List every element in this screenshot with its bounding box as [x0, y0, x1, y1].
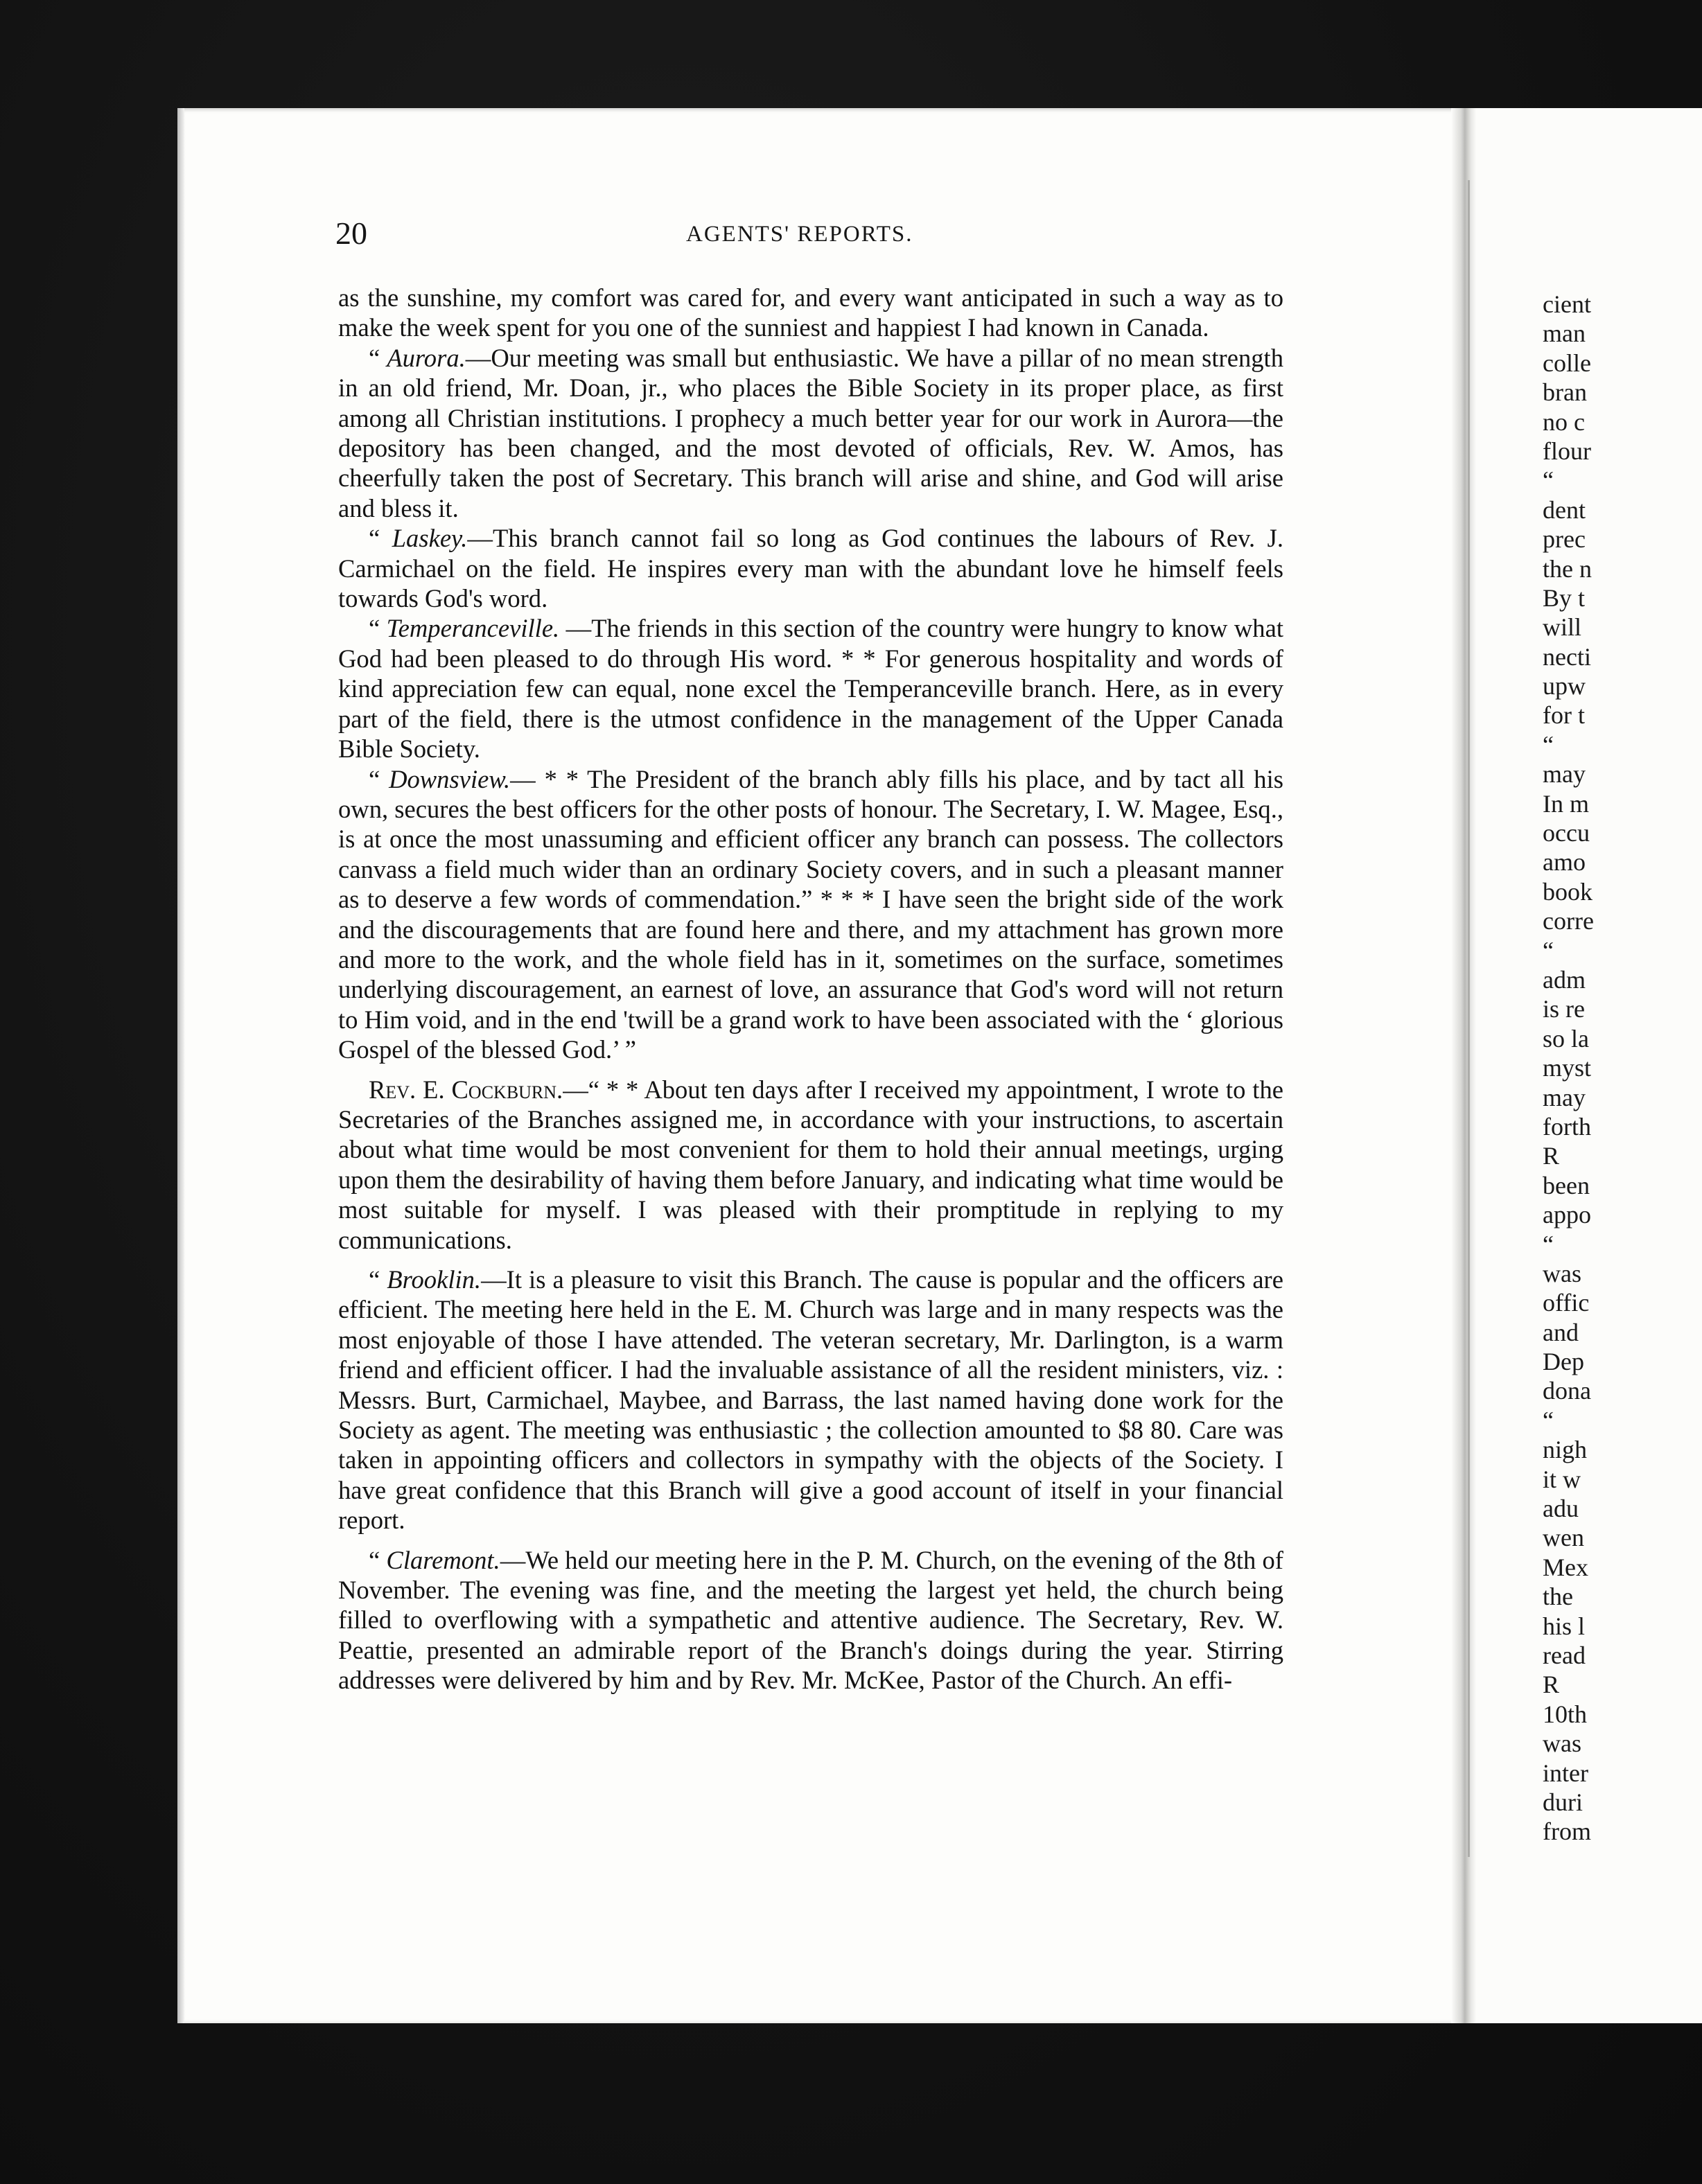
book-gutter	[1451, 108, 1476, 2023]
right-page-line: for t	[1543, 701, 1585, 730]
branch-name: Aurora.	[387, 343, 466, 372]
paragraph-text: —“ * * About ten days after I received my appointment, I wrote to the Secretaries of the Branches assigned me, in accordance with your instructions, to ascertain about what time would be most convenient for them to hold their annual meetings, urging upon them the desirability of having them before January, and indicating what time would be most suitable for myself. I was pleased with their promptitude in replying to my communications.	[338, 1075, 1283, 1254]
paragraph-lead: “	[369, 614, 387, 643]
right-page-line: adu	[1543, 1495, 1579, 1523]
right-page-line: R	[1543, 1142, 1560, 1170]
paragraph-text: — * * The President of the branch ably fills his place, and by tact all his own, secures the best officers for the other posts of honour. The Secretary, I. W. Magee, Esq., is at once the most unassuming and efficient officer any branch can possess. The collectors canvass a field much wider than an ordinary Society covers, and in such a pleasant manner as to deserve a few words of commendation.” * * * I have seen the bright side of the work and the discouragements that are found here and there, and my attachment has grown more and more to the work, and the whole field has in it, sometimes on the surface, sometimes underlying discouragement, an earnest of love, an assurance that God's word will not return to Him void, and in the end 'twill be a grand work to have been associated with the ‘ glorious Gospel of the blessed God.’ ”	[338, 764, 1283, 1064]
right-page-line: inter	[1543, 1759, 1588, 1787]
right-page-line: appo	[1543, 1201, 1591, 1229]
paragraph	[338, 613, 1283, 764]
right-page-line: dent	[1543, 495, 1586, 524]
right-page-line: occu	[1543, 819, 1590, 847]
branch-name: Temperanceville.	[386, 614, 560, 643]
paragraph	[338, 283, 1283, 343]
paragraph-text: —It is a pleasure to visit this Branch. The cause is popular and the officers are efficient. The meeting here held in the E. M. Church was large and in many respects was the most enjoyable of those I have attended. The veteran secretary, Mr. Darlington, is a warm friend and efficient officer. I had the invaluable assistance of all the resident ministers, viz. : Messrs. Burt, Carmichael, Maybee, and Barrass, the last named having done work for the Society as agent. The meeting was enthusiastic ; the collection amounted to $8 80. Care was taken in appointing officers and collectors in sympathy with the objects of the Society. I have great confidence that this Branch will give a good account of itself in your financial report.	[338, 1265, 1283, 1535]
right-page-line: necti	[1543, 642, 1591, 671]
paragraph-text: —We held our meeting here in the P. M. Church, on the evening of the 8th of November. The evening was fine, and the meeting the largest yet held, the church being filled to overflowing with a sympathetic and attentive audience. The Secretary, Rev. W. Peattie, presented an admirable report of the Branch's doings during the year. Stirring addresses were delivered by him and by Rev. Mr. McKee, Pastor of the Church. An effi-	[338, 1545, 1283, 1695]
right-page-line: flour	[1543, 437, 1591, 465]
right-page-line: corre	[1543, 907, 1594, 935]
paragraph-lead: “	[369, 524, 392, 553]
right-page-line: 10th	[1543, 1700, 1588, 1728]
right-page-line: adm	[1543, 965, 1586, 994]
right-page-line: amo	[1543, 848, 1586, 877]
paragraph	[338, 1075, 1283, 1255]
right-page-line: colle	[1543, 349, 1591, 377]
paragraph	[338, 764, 1283, 1065]
right-page-line: By t	[1543, 583, 1586, 612]
right-page-line: it w	[1543, 1465, 1581, 1493]
right-page-line: no c	[1543, 407, 1585, 436]
right-page-line: his l	[1543, 1612, 1586, 1640]
right-page-line: man	[1543, 319, 1586, 348]
paragraph-text: —The friends in this section of the country were hungry to know what God had been pleased to do through His word. * * For generous hospitality and words of kind appreciation few can equal, none excel the Temperanceville branch. Here, as in every part of the field, there is the utmost confidence in the management of the Upper Canada Bible Society.	[338, 614, 1283, 764]
right-page-line: prec	[1543, 525, 1586, 554]
speaker-name: Rev. E. Cockburn.	[369, 1075, 563, 1104]
right-page-line: the	[1543, 1583, 1573, 1611]
right-page-line: forth	[1543, 1112, 1591, 1141]
right-page-line: was	[1543, 1259, 1581, 1287]
right-page-line: In m	[1543, 789, 1589, 818]
paragraph-text: —This branch cannot fail so long as God continues the labours of Rev. J. Carmichael on the field. He inspires every man with the abundant love he himself feels towards God's word.	[338, 524, 1283, 613]
right-page-line: “	[1543, 730, 1554, 759]
right-page-line: read	[1543, 1641, 1586, 1669]
right-page-line: Dep	[1543, 1348, 1584, 1376]
right-page-line: dona	[1543, 1377, 1591, 1405]
right-page-text-fragments	[1543, 290, 1702, 1847]
body-text	[338, 283, 1283, 1696]
paragraph-lead: “	[369, 343, 387, 372]
right-page-line: “	[1543, 1406, 1554, 1434]
paragraph-text: —Our meeting was small but enthusiastic. We have a pillar of no mean strength in an old friend, Mr. Doan, jr., who places the Bible Society in its proper place, as first among all Christian institutions. I prophecy a much better year for our work in Aurora—the depository has been changed, and the most devoted of officials, Rev. W. Amos, has cheerfully taken the post of Secretary. This branch will arise and shine, and God will arise and bless it.	[338, 343, 1283, 522]
branch-name: Laskey.	[392, 524, 468, 553]
right-page-line: upw	[1543, 672, 1586, 701]
right-page-line: been	[1543, 1171, 1590, 1199]
right-page-line: “	[1543, 936, 1554, 965]
right-page-line: “	[1543, 466, 1554, 495]
paragraph	[338, 1545, 1283, 1696]
paragraph-text: as the sunshine, my comfort was cared for, and every want anticipated in such a way as to make the week spent for you one of the sunniest and happiest I had known in Canada.	[338, 283, 1283, 342]
right-page-line: from	[1543, 1817, 1591, 1846]
paragraph	[338, 1265, 1283, 1535]
running-head: AGENTS' REPORTS.	[686, 222, 913, 247]
left-page-edge	[177, 108, 184, 2023]
right-page-line: and	[1543, 1318, 1579, 1346]
right-page-line: so la	[1543, 1024, 1589, 1053]
gutter-fold-line	[1468, 180, 1470, 1857]
right-page-line: will	[1543, 613, 1582, 642]
right-page-line: duri	[1543, 1788, 1583, 1816]
right-page-line: offic	[1543, 1289, 1590, 1317]
right-page-line: bran	[1543, 378, 1587, 407]
branch-name: Claremont.	[386, 1545, 500, 1574]
right-page-line: “	[1543, 1230, 1554, 1258]
right-page-line: was	[1543, 1729, 1581, 1758]
paragraph-lead: “	[369, 1265, 387, 1294]
right-page-line: R	[1543, 1671, 1560, 1699]
paragraph	[338, 523, 1283, 613]
paragraph-lead: “	[369, 764, 389, 793]
paragraph	[338, 343, 1283, 523]
paragraph-lead: “	[369, 1545, 387, 1574]
page-number: 20	[335, 215, 367, 251]
branch-name: Brooklin.	[387, 1265, 482, 1294]
right-page-line: myst	[1543, 1054, 1592, 1082]
right-page-line: the n	[1543, 554, 1592, 583]
right-page-line: wen	[1543, 1524, 1584, 1552]
right-page-line: Mex	[1543, 1553, 1588, 1581]
right-page-line: may	[1543, 760, 1586, 789]
right-page-line: cient	[1543, 290, 1591, 318]
right-page-line: is re	[1543, 995, 1585, 1023]
right-page-line: nigh	[1543, 1436, 1588, 1464]
right-page-line: book	[1543, 877, 1593, 906]
right-page-line: may	[1543, 1083, 1586, 1111]
branch-name: Downsview.	[389, 764, 511, 793]
